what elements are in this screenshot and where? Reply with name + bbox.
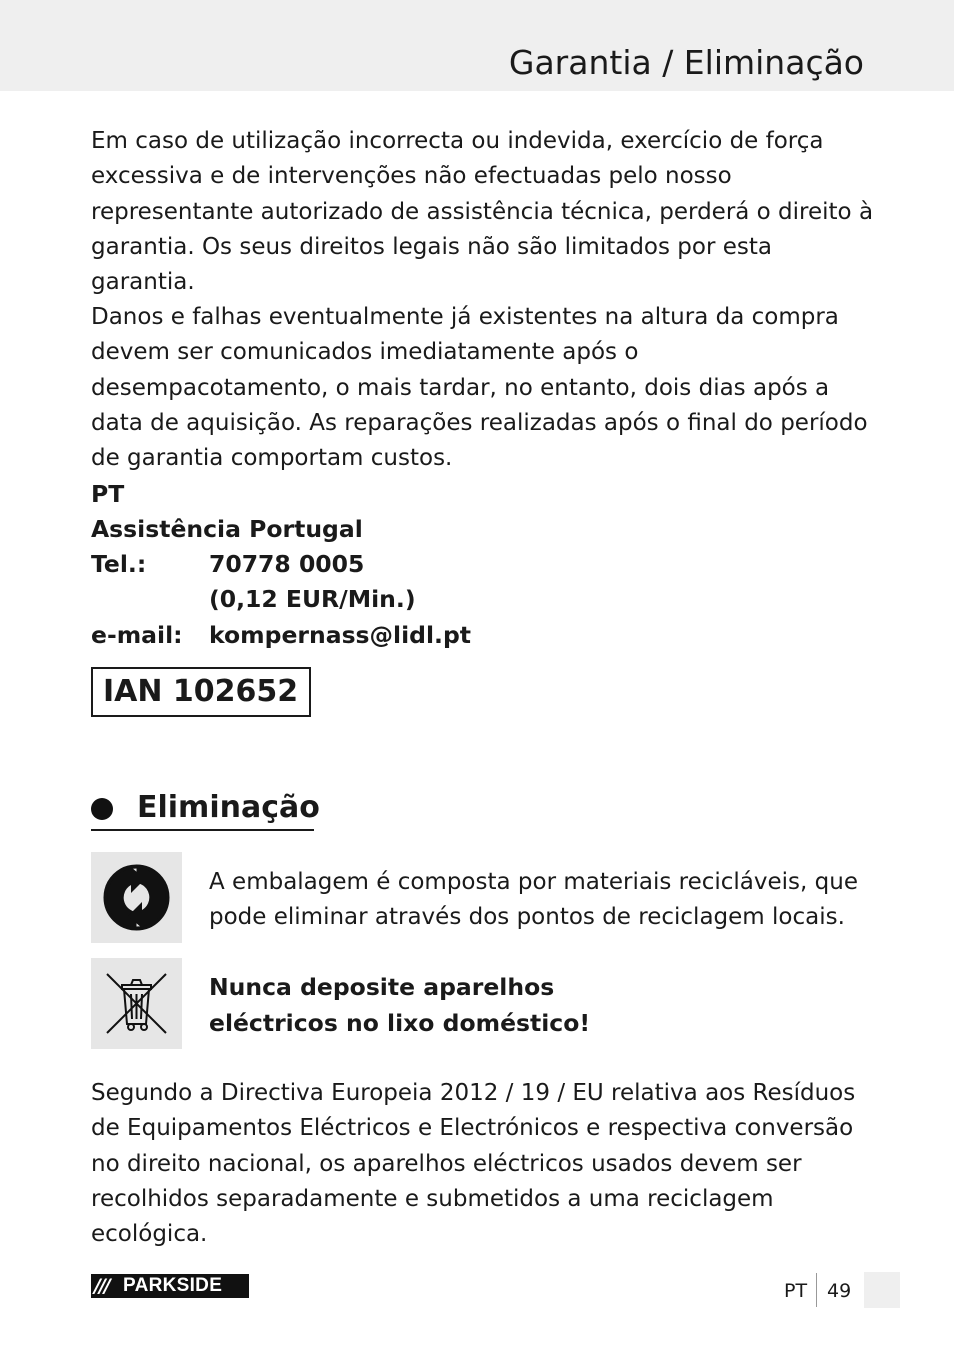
footer-tab — [864, 1272, 900, 1308]
ian-box — [91, 667, 311, 717]
weee-warning: Nunca deposite aparelhos eléctricos no lixo doméstico! — [209, 973, 591, 1037]
footer-divider — [816, 1273, 817, 1307]
contact-service-name: Assistência Portugal — [91, 515, 363, 543]
ian-number: IAN 102652 — [103, 674, 299, 709]
warranty-misuse-paragraph: Em caso de utilização incorrecta ou indevida, exercício de força excessiva e de intervenções não efectuadas pelo nosso representante autorizado de assistência técnica, perderá o direito à garantia. Os seus direitos legais não são limitados por esta garantia. — [91, 128, 874, 296]
contact-email-value: kompernass@lidl.pt — [209, 621, 472, 649]
parkside-logo — [91, 1274, 249, 1298]
disposal-heading: Eliminação — [137, 790, 320, 825]
green-dot-recycling-icon — [91, 852, 182, 943]
page-title: Garantia / Eliminação — [508, 43, 864, 82]
contact-tel-number: 70778 0005 — [209, 550, 365, 578]
footer-language: PT — [784, 1280, 808, 1302]
contact-tel-rate: (0,12 EUR/Min.) — [209, 585, 416, 613]
contact-tel-label: Tel.: — [91, 550, 147, 578]
weee-directive-paragraph: Segundo a Directiva Europeia 2012 / 19 / EU relativa aos Resíduos de Equipamentos Eléctricos e Electrónicos e respectiva conversão no direito nacional, os aparelhos eléctricos usados devem ser recolhidos separadamente e submetidos a uma reciclagem ecológica. — [91, 1080, 856, 1248]
section-bullet-icon — [91, 798, 113, 820]
page-number: 49 — [827, 1280, 852, 1302]
logo-brand: PARKSIDE — [123, 1275, 223, 1296]
damage-report-paragraph: Danos e falhas eventualmente já existentes na altura da compra devem ser comunicados imediatamente após o desempacotamento, o mais tardar, no entanto, dois dias após a data de aquisição. As reparações realizadas após o final do período de garantia comportam custos. — [91, 304, 868, 472]
heading-underline — [91, 829, 314, 831]
packaging-text: A embalagem é composta por materiais recicláveis, que pode eliminar através dos pontos de reciclagem locais. — [209, 869, 858, 931]
logo-slashes: /// — [94, 1275, 109, 1297]
contact-email-label: e-mail: — [91, 621, 183, 649]
contact-country: PT — [91, 480, 125, 508]
crossed-out-bin-icon — [91, 958, 182, 1049]
